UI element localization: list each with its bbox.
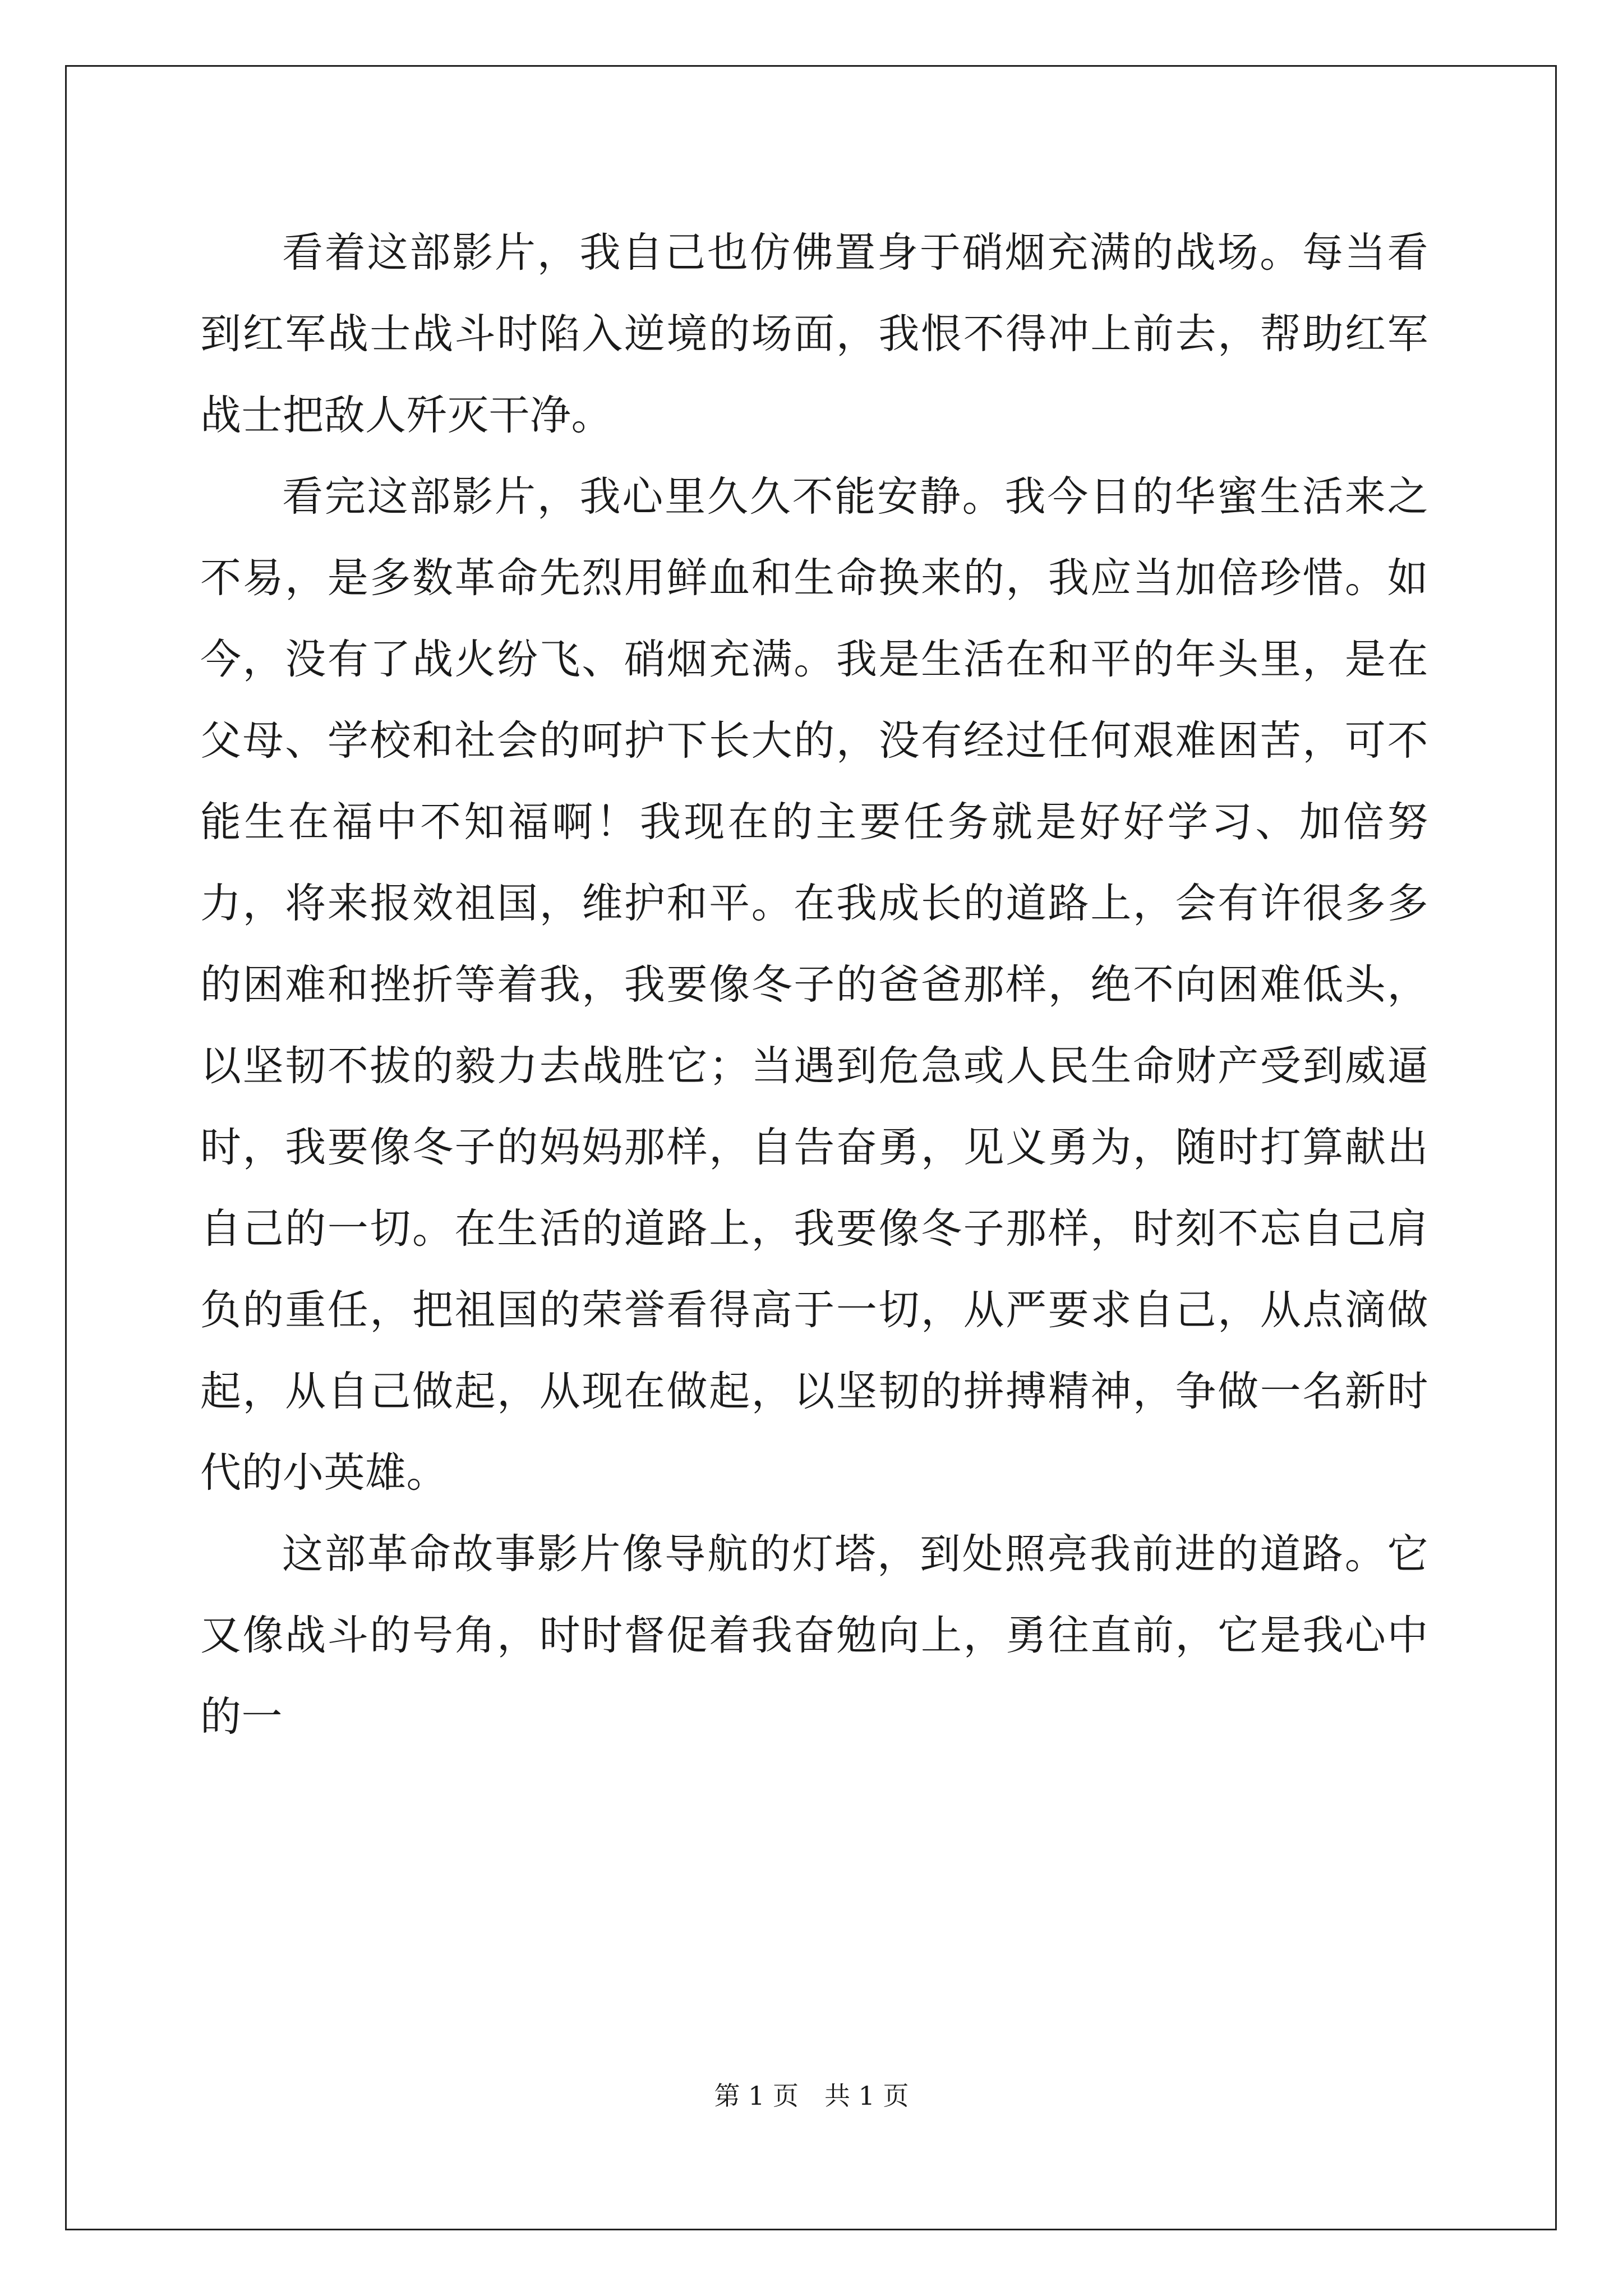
paragraph-1: 看着这部影片，我自己也仿佛置身于硝烟充满的战场。每当看到红军战士战斗时陷入逆境的场面，我恨不得冲上前去，帮助红军战士把敌人歼灭干净。 xyxy=(200,229,1428,439)
document-body xyxy=(200,212,1428,1757)
paragraph-3: 这部革命故事影片像导航的灯塔，到处照亮我前进的道路。它又像战斗的号角，时时督促着我奋勉向上，勇往直前，它是我心中的一 xyxy=(200,1530,1428,1741)
page-number-footer: 第 1 页 共 1 页 xyxy=(714,2081,909,2111)
paragraph-2: 看完这部影片，我心里久久不能安静。我今日的华蜜生活来之不易，是多数革命先烈用鲜血和生命换来的，我应当加倍珍惜。如今，没有了战火纷飞、硝烟充满。我是生活在和平的年头里，是在父母、学校和社会的呵护下长大的，没有经过任何艰难困苦，可不能生在福中不知福啊！我现在的主要任务就是好好学习、加倍努力，将来报效祖国，维护和平。在我成长的道路上，会有许很多多的困难和挫折等着我，我要像冬子的爸爸那样，绝不向困难低头，以坚韧不拔的毅力去战胜它；当遇到危急或人民生命财产受到威逼时，我要像冬子的妈妈那样，自告奋勇，见义勇为，随时打算献出自己的一切。在生活的道路上，我要像冬子那样，时刻不忘自己肩负的重任，把祖国的荣誉看得高于一切，从严要求自己，从点滴做起，从自己做起，从现在做起，以坚韧的拼搏精神，争做一名新时代的小英雄。 xyxy=(200,473,1428,1497)
